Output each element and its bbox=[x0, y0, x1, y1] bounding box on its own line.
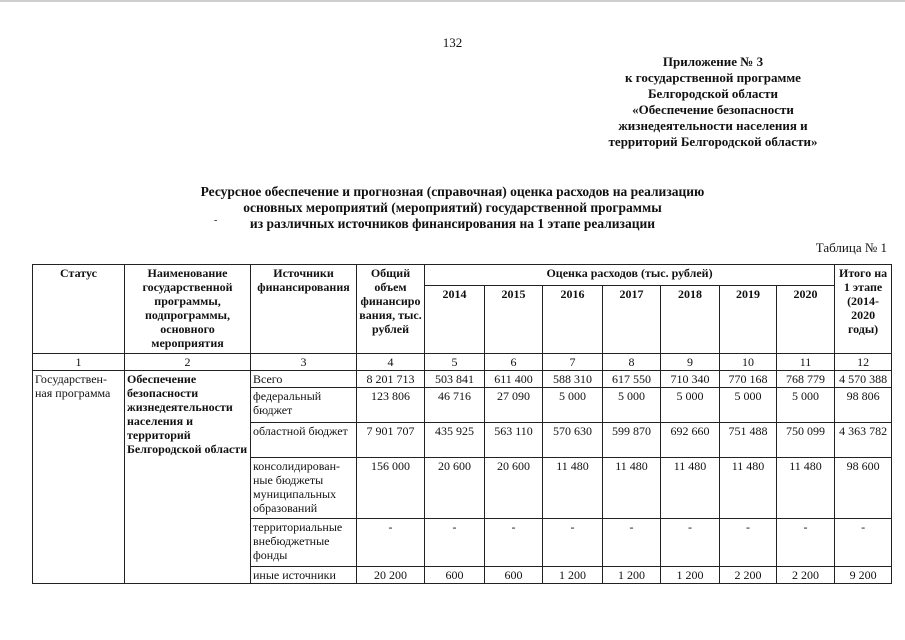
year-value-cell: - bbox=[543, 519, 603, 567]
year-value-cell: 11 480 bbox=[603, 458, 661, 519]
appendix-line: Приложение № 3 bbox=[662, 54, 764, 69]
year-value-cell: 611 400 bbox=[485, 371, 543, 388]
year-value-cell: 11 480 bbox=[777, 458, 835, 519]
year-value-cell: 503 841 bbox=[425, 371, 485, 388]
column-number: 11 bbox=[777, 354, 835, 371]
appendix-line: к государственной программе bbox=[625, 70, 801, 85]
header-sources: Источники финансирования bbox=[251, 265, 357, 354]
total-cell: 123 806 bbox=[357, 388, 425, 423]
appendix-block bbox=[600, 54, 826, 150]
year-value-cell: 750 099 bbox=[777, 423, 835, 458]
appendix-line: территорий Белгородской области» bbox=[608, 134, 818, 149]
year-value-cell: 5 000 bbox=[777, 388, 835, 423]
year-value-cell: 600 bbox=[485, 567, 543, 584]
column-number: 10 bbox=[720, 354, 777, 371]
year-value-cell: 2 200 bbox=[720, 567, 777, 584]
year-value-cell: - bbox=[720, 519, 777, 567]
total-cell: 156 000 bbox=[357, 458, 425, 519]
year-value-cell: 5 000 bbox=[543, 388, 603, 423]
column-number: 4 bbox=[357, 354, 425, 371]
appendix-line: «Обеспечение безопасности bbox=[632, 102, 794, 117]
header-year: 2020 bbox=[777, 286, 835, 354]
title-line: основных мероприятий (мероприятий) государственной программы bbox=[243, 200, 662, 215]
itogo-cell: - bbox=[835, 519, 892, 567]
column-number: 12 bbox=[835, 354, 892, 371]
year-value-cell: 1 200 bbox=[661, 567, 720, 584]
header-year: 2015 bbox=[485, 286, 543, 354]
year-value-cell: 11 480 bbox=[661, 458, 720, 519]
year-value-cell: 770 168 bbox=[720, 371, 777, 388]
column-number: 8 bbox=[603, 354, 661, 371]
year-value-cell: 46 716 bbox=[425, 388, 485, 423]
year-value-cell: 27 090 bbox=[485, 388, 543, 423]
column-number: 5 bbox=[425, 354, 485, 371]
year-value-cell: 435 925 bbox=[425, 423, 485, 458]
program-name-cell: Обеспечение безопасности жизнедеятельности населения и территорий Белгородской области bbox=[125, 371, 251, 584]
column-number: 9 bbox=[661, 354, 720, 371]
header-year: 2019 bbox=[720, 286, 777, 354]
source-cell: Всего bbox=[251, 371, 357, 388]
column-number: 6 bbox=[485, 354, 543, 371]
itogo-cell: 4 570 388 bbox=[835, 371, 892, 388]
source-cell: областной бюджет bbox=[251, 423, 357, 458]
header-total: Общий объем финансиро вания, тыс. рублей bbox=[357, 265, 425, 354]
itogo-cell: 9 200 bbox=[835, 567, 892, 584]
year-value-cell: - bbox=[777, 519, 835, 567]
source-cell: консолидирован-ные бюджеты муниципальных образований bbox=[251, 458, 357, 519]
year-value-cell: 2 200 bbox=[777, 567, 835, 584]
year-value-cell: 600 bbox=[425, 567, 485, 584]
source-cell: иные источники bbox=[251, 567, 357, 584]
total-cell: - bbox=[357, 519, 425, 567]
year-value-cell: 5 000 bbox=[720, 388, 777, 423]
page-number: 132 bbox=[442, 35, 463, 50]
header-name: Наименование государственной программы, подпрограммы, основного мероприятия bbox=[125, 265, 251, 354]
year-value-cell: 710 340 bbox=[661, 371, 720, 388]
document-title bbox=[150, 184, 755, 232]
column-number: 7 bbox=[543, 354, 603, 371]
total-cell: 20 200 bbox=[357, 567, 425, 584]
year-value-cell: 11 480 bbox=[720, 458, 777, 519]
header-year: 2016 bbox=[543, 286, 603, 354]
year-value-cell: - bbox=[661, 519, 720, 567]
title-line: Ресурсное обеспечение и прогнозная (справочная) оценка расходов на реализацию bbox=[200, 184, 705, 199]
year-value-cell: 751 488 bbox=[720, 423, 777, 458]
table-row bbox=[33, 371, 892, 388]
source-cell: территориальные внебюджетные фонды bbox=[251, 519, 357, 567]
year-value-cell: 5 000 bbox=[661, 388, 720, 423]
source-cell: федеральный бюджет bbox=[251, 388, 357, 423]
header-year: 2018 bbox=[661, 286, 720, 354]
appendix-line: Белгородской области bbox=[647, 86, 779, 101]
year-value-cell: 768 779 bbox=[777, 371, 835, 388]
header-year: 2017 bbox=[603, 286, 661, 354]
total-cell: 7 901 707 bbox=[357, 423, 425, 458]
scan-speck: - bbox=[214, 215, 218, 226]
column-number: 3 bbox=[251, 354, 357, 371]
year-value-cell: - bbox=[485, 519, 543, 567]
header-estimate: Оценка расходов (тыс. рублей) bbox=[425, 265, 835, 286]
header-year: 2014 bbox=[425, 286, 485, 354]
year-value-cell: 599 870 bbox=[603, 423, 661, 458]
table-label: Таблица № 1 bbox=[815, 240, 887, 255]
resource-table bbox=[32, 264, 892, 584]
appendix-line: жизнедеятельности населения и bbox=[618, 118, 808, 133]
status-cell: Государствен-ная программа bbox=[33, 371, 125, 584]
year-value-cell: 570 630 bbox=[543, 423, 603, 458]
year-value-cell: 588 310 bbox=[543, 371, 603, 388]
year-value-cell: 1 200 bbox=[603, 567, 661, 584]
year-value-cell: 5 000 bbox=[603, 388, 661, 423]
scan-top-edge bbox=[0, 0, 905, 2]
year-value-cell: 692 660 bbox=[661, 423, 720, 458]
itogo-cell: 98 806 bbox=[835, 388, 892, 423]
column-number: 1 bbox=[33, 354, 125, 371]
year-value-cell: 20 600 bbox=[425, 458, 485, 519]
year-value-cell: 563 110 bbox=[485, 423, 543, 458]
year-value-cell: 617 550 bbox=[603, 371, 661, 388]
year-value-cell: 20 600 bbox=[485, 458, 543, 519]
year-value-cell: - bbox=[603, 519, 661, 567]
column-number: 2 bbox=[125, 354, 251, 371]
itogo-cell: 98 600 bbox=[835, 458, 892, 519]
year-value-cell: - bbox=[425, 519, 485, 567]
itogo-cell: 4 363 782 bbox=[835, 423, 892, 458]
year-value-cell: 1 200 bbox=[543, 567, 603, 584]
header-itogo: Итого на 1 этапе (2014-2020 годы) bbox=[835, 265, 892, 354]
total-cell: 8 201 713 bbox=[357, 371, 425, 388]
title-line: из различных источников финансирования на 1 этапе реализации bbox=[249, 216, 656, 231]
year-value-cell: 11 480 bbox=[543, 458, 603, 519]
header-status: Статус bbox=[33, 265, 125, 354]
